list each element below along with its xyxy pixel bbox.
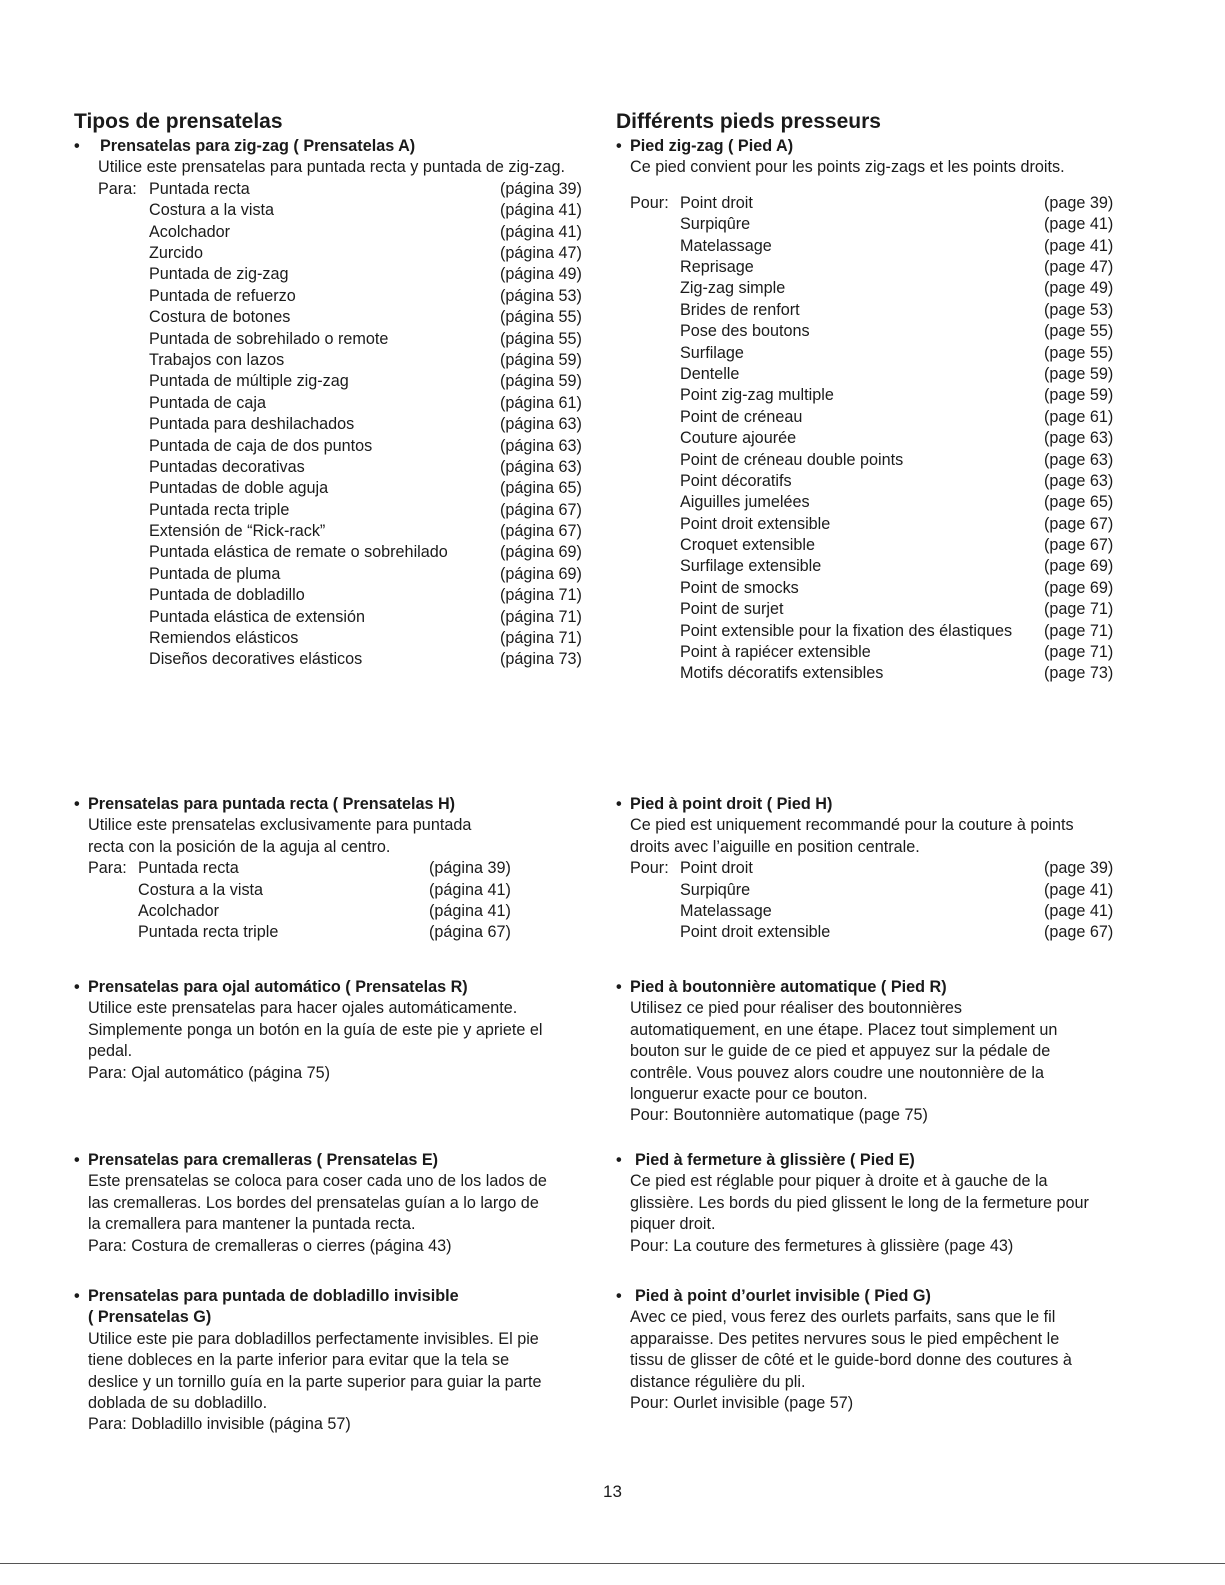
use-name: Point à rapiécer extensible <box>680 643 871 662</box>
fr-zipper-section <box>616 1150 1156 1257</box>
use-page-ref: (página 61) <box>500 393 582 412</box>
use-page-ref: (page 55) <box>1044 322 1114 341</box>
bullet-icon: • <box>616 978 622 996</box>
bullet-icon: • <box>616 795 622 813</box>
bullet-icon: • <box>616 137 622 155</box>
use-page-ref: (página 49) <box>500 265 582 284</box>
es-blindhem-title-line-2: ( Prensatelas G) <box>88 1308 212 1327</box>
use-page-ref: (página 71) <box>500 629 582 648</box>
fr-blindhem-desc-line-2: apparaisse. Des petites nervures sous le pied empêchent le <box>630 1329 1060 1348</box>
use-page-ref: (page 61) <box>1044 407 1114 426</box>
fr-blindhem-desc-line-4: distance régulière du pli. <box>630 1372 806 1391</box>
es-zigzag-desc: Utilice este prensatelas para puntada recta y puntada de zig-zag. <box>98 158 566 177</box>
fr-zipper-desc-line-3: piquer droit. <box>630 1215 716 1234</box>
use-name: Surpiqûre <box>680 880 751 899</box>
use-name: Point droit extensible <box>680 514 831 533</box>
use-page-ref: (página 67) <box>500 500 582 519</box>
use-row <box>630 236 1156 257</box>
french-heading: Différents pieds presseurs <box>616 110 881 133</box>
fr-zipper-title <box>616 1150 1156 1171</box>
use-name: Puntada de múltiple zig-zag <box>149 372 349 391</box>
use-row <box>630 385 1156 406</box>
use-page-ref: (page 73) <box>1044 664 1114 683</box>
use-page-ref: (page 65) <box>1044 493 1114 512</box>
bullet-icon: • <box>616 1151 622 1169</box>
es-blindhem-title-line-1: Prensatelas para puntada de dobladillo invisible <box>88 1287 459 1305</box>
use-name: Trabajos con lazos <box>149 350 285 369</box>
use-name: Point extensible pour la fixation des élastiques <box>680 621 1013 640</box>
es-zipper-section <box>74 1150 614 1257</box>
use-prefix: Para: <box>98 179 137 198</box>
es-straight-desc-line-2: recta con la posición de la aguja al centro. <box>88 837 391 856</box>
fr-blindhem-title-text: Pied à point d’ourlet invisible ( Pied G) <box>635 1287 931 1305</box>
use-page-ref: (página 55) <box>500 329 582 348</box>
fr-zipper-use: Pour: La couture des fermetures à glissière (page 43) <box>630 1236 1014 1255</box>
use-row <box>98 200 614 221</box>
use-row <box>98 457 614 478</box>
fr-zigzag-section <box>616 136 1156 685</box>
use-row <box>630 858 1156 879</box>
use-page-ref: (page 59) <box>1044 364 1114 383</box>
use-name: Extensión de “Rick-rack” <box>149 522 326 541</box>
use-page-ref: (page 69) <box>1044 557 1114 576</box>
use-row <box>630 450 1156 471</box>
use-name: Puntada de caja <box>149 393 267 412</box>
use-name: Diseños decoratives elásticos <box>149 650 363 669</box>
spanish-heading: Tipos de prensatelas <box>74 110 283 133</box>
use-row <box>630 407 1156 428</box>
use-row <box>630 578 1156 599</box>
use-row <box>630 492 1156 513</box>
use-name: Puntada recta triple <box>149 500 290 519</box>
use-name: Zurcido <box>149 243 203 262</box>
use-name: Puntada de zig-zag <box>149 265 289 284</box>
use-name: Costura a la vista <box>138 880 264 899</box>
use-row <box>630 214 1156 235</box>
use-row <box>98 521 614 542</box>
use-row <box>98 628 614 649</box>
fr-zigzag-uses <box>630 193 1156 685</box>
use-row <box>98 286 614 307</box>
es-straight-section <box>74 794 614 944</box>
use-name: Surfilage <box>680 343 744 362</box>
spanish-column <box>74 110 614 1450</box>
use-prefix: Pour: <box>630 193 669 212</box>
use-page-ref: (página 55) <box>500 308 582 327</box>
use-name: Dentelle <box>680 364 740 383</box>
use-row <box>88 858 614 879</box>
es-buttonhole-section <box>74 977 614 1084</box>
fr-buttonhole-use: Pour: Boutonnière automatique (page 75) <box>630 1106 928 1125</box>
use-name: Puntada recta triple <box>138 923 279 942</box>
use-name: Matelassage <box>680 902 772 920</box>
use-page-ref: (page 67) <box>1044 923 1114 942</box>
use-row <box>88 880 614 901</box>
use-page-ref: (page 53) <box>1044 300 1114 319</box>
es-zipper-use: Para: Costura de cremalleras o cierres (página 43) <box>88 1236 452 1255</box>
use-name: Croquet extensible <box>680 536 815 555</box>
fr-buttonhole-desc-line-4: contrêle. Vous pouvez alors coudre une noutonnière de la <box>630 1063 1044 1082</box>
use-page-ref: (page 69) <box>1044 578 1114 597</box>
es-blindhem-desc-line-3: deslice y un tornillo guía en la parte superior para guiar la parte <box>88 1372 542 1391</box>
use-page-ref: (página 63) <box>500 436 582 455</box>
use-page-ref: (página 39) <box>500 179 582 198</box>
use-name: Pose des boutons <box>680 322 810 341</box>
use-row <box>630 257 1156 278</box>
es-straight-uses <box>88 858 614 944</box>
use-page-ref: (página 59) <box>500 372 582 391</box>
use-row <box>98 179 614 200</box>
use-name: Puntada recta <box>149 179 250 198</box>
use-row <box>630 599 1156 620</box>
use-row <box>630 343 1156 364</box>
es-zipper-title-text: Prensatelas para cremalleras ( Prensatelas E) <box>88 1151 439 1169</box>
use-row <box>630 514 1156 535</box>
use-page-ref: (page 41) <box>1044 902 1114 920</box>
page-number: 13 <box>603 1482 622 1501</box>
use-page-ref: (página 69) <box>500 543 582 562</box>
fr-straight-desc-line-2: droits avec l’aiguille en position centrale. <box>630 837 920 856</box>
use-row <box>630 193 1156 214</box>
use-name: Reprisage <box>680 257 754 276</box>
use-row <box>88 922 614 943</box>
fr-blindhem-desc-line-1: Avec ce pied, vous ferez des ourlets parfaits, sans que le fil <box>630 1308 1056 1327</box>
use-prefix: Pour: <box>630 859 669 878</box>
use-row <box>98 243 614 264</box>
es-blindhem-desc-line-1: Utilice este pie para dobladillos perfectamente invisibles. El pie <box>88 1329 539 1348</box>
use-row <box>98 478 614 499</box>
use-row <box>98 307 614 328</box>
use-page-ref: (página 41) <box>429 902 511 920</box>
fr-zipper-desc-line-2: glissière. Les bords du pied glissent le long de la fermeture pour <box>630 1193 1089 1212</box>
use-row <box>98 436 614 457</box>
use-name: Puntada elástica de remate o sobrehilado <box>149 543 448 562</box>
es-zipper-desc-line-1: Este prensatelas se coloca para coser cada uno de los lados de <box>88 1172 547 1191</box>
es-zipper-desc-line-3: la cremallera para mantener la puntada recta. <box>88 1215 416 1234</box>
es-buttonhole-desc-line-3: pedal. <box>88 1042 133 1061</box>
use-name: Puntada de caja de dos puntos <box>149 436 373 455</box>
fr-buttonhole-desc-line-3: bouton sur le guide de ce pied et appuyez sur la pédale de <box>630 1042 1051 1061</box>
use-page-ref: (page 39) <box>1044 859 1114 878</box>
fr-straight-title-text: Pied à point droit ( Pied H) <box>630 795 833 813</box>
es-blindhem-desc-line-4: doblada de su dobladillo. <box>88 1394 268 1413</box>
use-row <box>630 901 1156 922</box>
use-page-ref: (página 63) <box>500 415 582 434</box>
use-page-ref: (page 71) <box>1044 600 1114 619</box>
use-row <box>98 393 614 414</box>
es-zigzag-title-text: Prensatelas para zig-zag ( Prensatelas A) <box>100 137 416 155</box>
fr-buttonhole-title <box>616 977 1156 998</box>
use-row <box>98 329 614 350</box>
use-name: Point droit <box>680 193 753 212</box>
fr-straight-section <box>616 794 1156 944</box>
use-page-ref: (página 71) <box>500 607 582 626</box>
bullet-icon: • <box>74 137 80 155</box>
use-page-ref: (página 39) <box>429 859 511 878</box>
use-name: Puntadas de doble aguja <box>149 479 329 498</box>
fr-zigzag-title <box>616 136 1156 157</box>
use-name: Costura de botones <box>149 308 291 327</box>
es-zigzag-title <box>74 136 614 157</box>
use-name: Puntada de refuerzo <box>149 286 296 305</box>
use-page-ref: (página 41) <box>500 201 582 220</box>
es-blindhem-title <box>74 1286 614 1329</box>
use-page-ref: (page 41) <box>1044 236 1114 255</box>
use-name: Point droit <box>680 859 753 878</box>
use-name: Puntada de pluma <box>149 564 281 583</box>
use-row <box>98 607 614 628</box>
use-name: Remiendos elásticos <box>149 629 299 648</box>
use-name: Point droit extensible <box>680 923 831 942</box>
fr-blindhem-use: Pour: Ourlet invisible (page 57) <box>630 1394 854 1413</box>
use-page-ref: (página 47) <box>500 243 582 262</box>
use-row <box>98 371 614 392</box>
use-row <box>630 621 1156 642</box>
use-prefix: Para: <box>88 859 127 878</box>
fr-straight-desc-line-1: Ce pied est uniquement recommandé pour la couture à points <box>630 816 1074 835</box>
use-row <box>630 663 1156 684</box>
es-straight-title-text: Prensatelas para puntada recta ( Prensatelas H) <box>88 795 456 813</box>
es-buttonhole-desc-line-2: Simplemente ponga un botón en la guía de este pie y apriete el <box>88 1020 543 1039</box>
use-row <box>630 922 1156 943</box>
use-row <box>630 880 1156 901</box>
es-buttonhole-title-text: Prensatelas para ojal automático ( Prensatelas R) <box>88 978 468 996</box>
use-row <box>98 542 614 563</box>
fr-zipper-title-text: Pied à fermeture à glissière ( Pied E) <box>635 1151 915 1169</box>
es-zipper-title <box>74 1150 614 1171</box>
use-name: Zig-zag simple <box>680 279 786 298</box>
use-row <box>630 428 1156 449</box>
use-page-ref: (página 63) <box>500 457 582 476</box>
fr-buttonhole-desc-line-5: longuerur exacte pour ce bouton. <box>630 1085 868 1104</box>
bottom-divider <box>0 1563 1225 1564</box>
fr-buttonhole-section <box>616 977 1156 1127</box>
use-row <box>88 901 614 922</box>
use-page-ref: (page 41) <box>1044 215 1114 234</box>
use-page-ref: (página 69) <box>500 564 582 583</box>
use-row <box>630 364 1156 385</box>
use-page-ref: (página 41) <box>500 222 582 241</box>
bullet-icon: • <box>74 978 80 996</box>
use-row <box>630 642 1156 663</box>
use-page-ref: (página 59) <box>500 350 582 369</box>
use-name: Acolchador <box>138 902 219 920</box>
use-page-ref: (página 67) <box>429 923 511 942</box>
use-row <box>630 321 1156 342</box>
use-name: Puntada de sobrehilado o remote <box>149 329 389 348</box>
use-row <box>630 556 1156 577</box>
use-page-ref: (page 63) <box>1044 450 1114 469</box>
french-column <box>616 110 1156 1450</box>
use-name: Point de surjet <box>680 600 784 619</box>
use-page-ref: (page 59) <box>1044 386 1114 405</box>
fr-blindhem-section <box>616 1286 1156 1414</box>
use-page-ref: (page 49) <box>1044 279 1114 298</box>
use-page-ref: (página 65) <box>500 479 582 498</box>
fr-zipper-desc-line-1: Ce pied est réglable pour piquer à droite et à gauche de la <box>630 1172 1048 1191</box>
use-page-ref: (página 53) <box>500 286 582 305</box>
use-row <box>98 264 614 285</box>
use-name: Puntadas decorativas <box>149 457 305 476</box>
use-page-ref: (page 63) <box>1044 429 1114 448</box>
use-row <box>98 350 614 371</box>
use-page-ref: (página 73) <box>500 650 582 669</box>
use-row <box>630 300 1156 321</box>
es-straight-title <box>74 794 614 815</box>
bullet-icon: • <box>74 795 80 813</box>
use-name: Acolchador <box>149 222 230 241</box>
es-blindhem-section <box>74 1286 614 1436</box>
use-name: Brides de renfort <box>680 300 800 319</box>
use-row <box>98 414 614 435</box>
use-page-ref: (página 71) <box>500 586 582 605</box>
use-name: Point zig-zag multiple <box>680 386 834 405</box>
use-name: Costura a la vista <box>149 201 275 220</box>
use-row <box>98 222 614 243</box>
es-zipper-desc-line-2: las cremalleras. Los bordes del prensatelas guían a lo largo de <box>88 1193 539 1212</box>
es-straight-desc-line-1: Utilice este prensatelas exclusivamente para puntada <box>88 816 472 835</box>
use-name: Puntada para deshilachados <box>149 415 355 434</box>
use-row <box>630 535 1156 556</box>
fr-straight-uses <box>630 858 1156 944</box>
use-name: Aiguilles jumelées <box>680 493 810 512</box>
use-row <box>98 649 614 670</box>
use-page-ref: (page 71) <box>1044 621 1114 640</box>
fr-zigzag-desc: Ce pied convient pour les points zig-zags et les points droits. <box>630 158 1065 177</box>
use-page-ref: (page 47) <box>1044 257 1114 276</box>
fr-buttonhole-desc-line-2: automatiquement, en une étape. Placez tout simplement un <box>630 1020 1058 1039</box>
fr-buttonhole-desc-line-1: Utilisez ce pied pour réaliser des boutonnières <box>630 999 963 1018</box>
use-name: Puntada elástica de extensión <box>149 607 365 626</box>
es-buttonhole-desc-line-1: Utilice este prensatelas para hacer ojales automáticamente. <box>88 999 518 1018</box>
fr-zigzag-title-text: Pied zig-zag ( Pied A) <box>630 137 794 155</box>
use-name: Point de créneau double points <box>680 450 904 469</box>
use-page-ref: (page 67) <box>1044 536 1114 555</box>
es-buttonhole-title <box>74 977 614 998</box>
use-page-ref: (page 71) <box>1044 643 1114 662</box>
use-row <box>98 585 614 606</box>
use-page-ref: (page 55) <box>1044 343 1114 362</box>
use-name: Surpiqûre <box>680 215 751 234</box>
es-zigzag-uses <box>98 179 614 671</box>
use-page-ref: (page 63) <box>1044 471 1114 490</box>
es-zigzag-section <box>74 136 614 671</box>
fr-blindhem-title <box>616 1286 1156 1307</box>
use-page-ref: (página 41) <box>429 880 511 899</box>
use-name: Puntada de dobladillo <box>149 586 305 605</box>
use-name: Puntada recta <box>138 859 239 878</box>
use-name: Surfilage extensible <box>680 557 822 576</box>
use-row <box>630 471 1156 492</box>
use-page-ref: (page 39) <box>1044 193 1114 212</box>
bullet-icon: • <box>616 1287 622 1305</box>
es-blindhem-desc-line-2: tiene dobleces en la parte inferior para evitar que la tela se <box>88 1351 510 1370</box>
use-row <box>630 278 1156 299</box>
use-row <box>98 500 614 521</box>
use-name: Point de créneau <box>680 407 803 426</box>
bullet-icon: • <box>74 1287 80 1305</box>
use-name: Point décoratifs <box>680 471 792 490</box>
use-row <box>98 564 614 585</box>
fr-blindhem-desc-line-3: tissu de glisser de côté et le guide-bord donne des coutures à <box>630 1351 1072 1370</box>
use-page-ref: (page 67) <box>1044 514 1114 533</box>
use-name: Matelassage <box>680 236 772 255</box>
use-name: Motifs décoratifs extensibles <box>680 664 884 683</box>
use-name: Couture ajourée <box>680 429 797 448</box>
bullet-icon: • <box>74 1151 80 1169</box>
fr-straight-title <box>616 794 1156 815</box>
use-page-ref: (página 67) <box>500 522 582 541</box>
use-name: Point de smocks <box>680 578 799 597</box>
es-buttonhole-use: Para: Ojal automático (página 75) <box>88 1063 331 1082</box>
use-page-ref: (page 41) <box>1044 880 1114 899</box>
es-blindhem-use: Para: Dobladillo invisible (página 57) <box>88 1415 351 1434</box>
fr-buttonhole-title-text: Pied à boutonnière automatique ( Pied R) <box>630 978 947 996</box>
